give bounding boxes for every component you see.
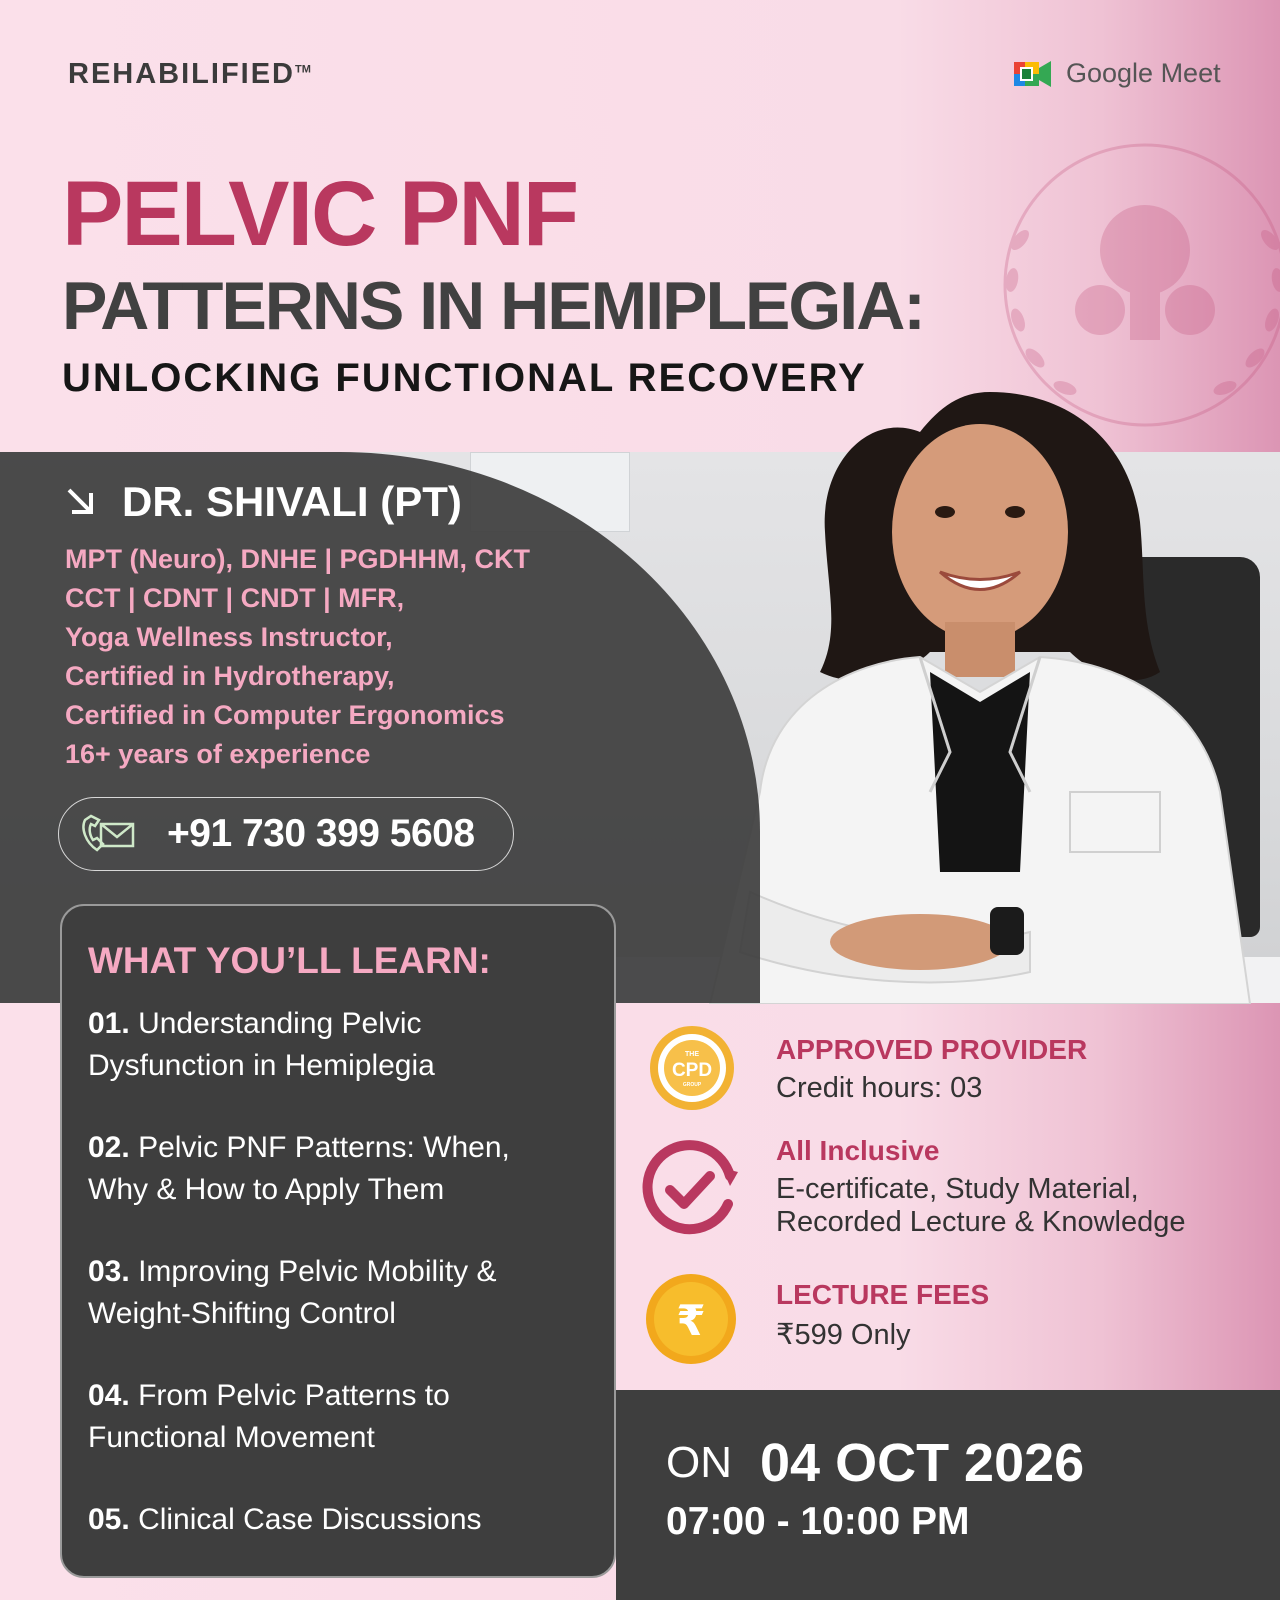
benefit-title: LECTURE FEES xyxy=(776,1279,990,1310)
item-number: 05. xyxy=(88,1503,130,1536)
arrow-down-right-icon xyxy=(64,485,98,519)
phone-number[interactable]: +91 730 399 5608 xyxy=(167,812,475,855)
speaker-credential: Certified in Hydrotherapy, xyxy=(65,661,395,691)
benefit-text: E-certificate, Study Material, xyxy=(776,1173,1139,1205)
speaker-credential: Yoga Wellness Instructor, xyxy=(65,622,393,652)
list-item xyxy=(88,1375,598,1459)
speaker-credential: MPT (Neuro), DNHE | PGDHHM, CKT xyxy=(65,544,531,574)
speaker-heading xyxy=(64,478,462,526)
item-text: Functional Movement xyxy=(88,1421,375,1454)
list-item xyxy=(88,1499,598,1541)
item-text: From Pelvic Patterns to xyxy=(138,1379,450,1412)
rupee-coin-icon xyxy=(644,1272,738,1366)
cpd-badge-icon xyxy=(648,1024,736,1112)
learn-card xyxy=(60,904,616,1578)
check-circle-icon xyxy=(638,1136,742,1240)
phone-mail-icon xyxy=(79,814,137,854)
event-date: 04 OCT 2026 xyxy=(760,1433,1085,1493)
learn-title: WHAT YOU’LL LEARN: xyxy=(88,940,491,981)
rupee-symbol: ₹ xyxy=(676,1296,706,1345)
brand-trademark: TM xyxy=(295,63,311,76)
benefit-text: ₹599 Only xyxy=(776,1319,911,1351)
title-line-3: UNLOCKING FUNCTIONAL RECOVERY xyxy=(62,356,867,400)
speaker-credential: Certified in Computer Ergonomics xyxy=(65,700,505,730)
platform-name: Google Meet xyxy=(1066,58,1221,88)
item-text: Understanding Pelvic xyxy=(138,1007,422,1040)
cpd-badge-top: THE xyxy=(685,1051,699,1058)
title-line-1: PELVIC PNF xyxy=(62,163,578,265)
title-line-2: PATTERNS IN HEMIPLEGIA: xyxy=(62,268,924,344)
benefit-title: All Inclusive xyxy=(776,1135,940,1166)
brand-name: REHABILIFIED xyxy=(68,58,295,90)
contact-pill[interactable] xyxy=(58,797,514,871)
item-text: Clinical Case Discussions xyxy=(138,1503,482,1536)
speaker-credential: CCT | CDNT | CNDT | MFR, xyxy=(65,583,405,613)
item-number: 03. xyxy=(88,1255,130,1288)
list-item xyxy=(88,1003,598,1087)
benefit-text: Credit hours: 03 xyxy=(776,1072,983,1104)
item-text: Dysfunction in Hemiplegia xyxy=(88,1049,435,1082)
benefit-title: APPROVED PROVIDER xyxy=(776,1034,1088,1065)
item-text: Pelvic PNF Patterns: When, xyxy=(138,1131,510,1164)
item-text: Why & How to Apply Them xyxy=(88,1173,445,1206)
speaker-credential: 16+ years of experience xyxy=(65,739,371,769)
platform-logo xyxy=(1014,58,1221,89)
event-date-panel xyxy=(616,1390,1280,1600)
google-meet-icon xyxy=(1014,59,1052,89)
item-number: 01. xyxy=(88,1007,130,1040)
cpd-badge-bottom: GROUP xyxy=(682,1082,702,1088)
item-number: 02. xyxy=(88,1131,130,1164)
benefit-text: Recorded Lecture & Knowledge xyxy=(776,1206,1186,1238)
cpd-badge-main: CPD xyxy=(671,1060,713,1081)
speaker-photo xyxy=(690,372,1280,1004)
brand-logo xyxy=(68,58,311,91)
item-text: Improving Pelvic Mobility & xyxy=(138,1255,497,1288)
list-item xyxy=(88,1251,598,1335)
speaker-name: DR. SHIVALI (PT) xyxy=(122,478,462,525)
event-time: 07:00 - 10:00 PM xyxy=(666,1500,970,1543)
item-text: Weight-Shifting Control xyxy=(88,1297,396,1330)
list-item xyxy=(88,1127,598,1211)
item-number: 04. xyxy=(88,1379,130,1412)
date-prefix: ON xyxy=(666,1438,732,1487)
